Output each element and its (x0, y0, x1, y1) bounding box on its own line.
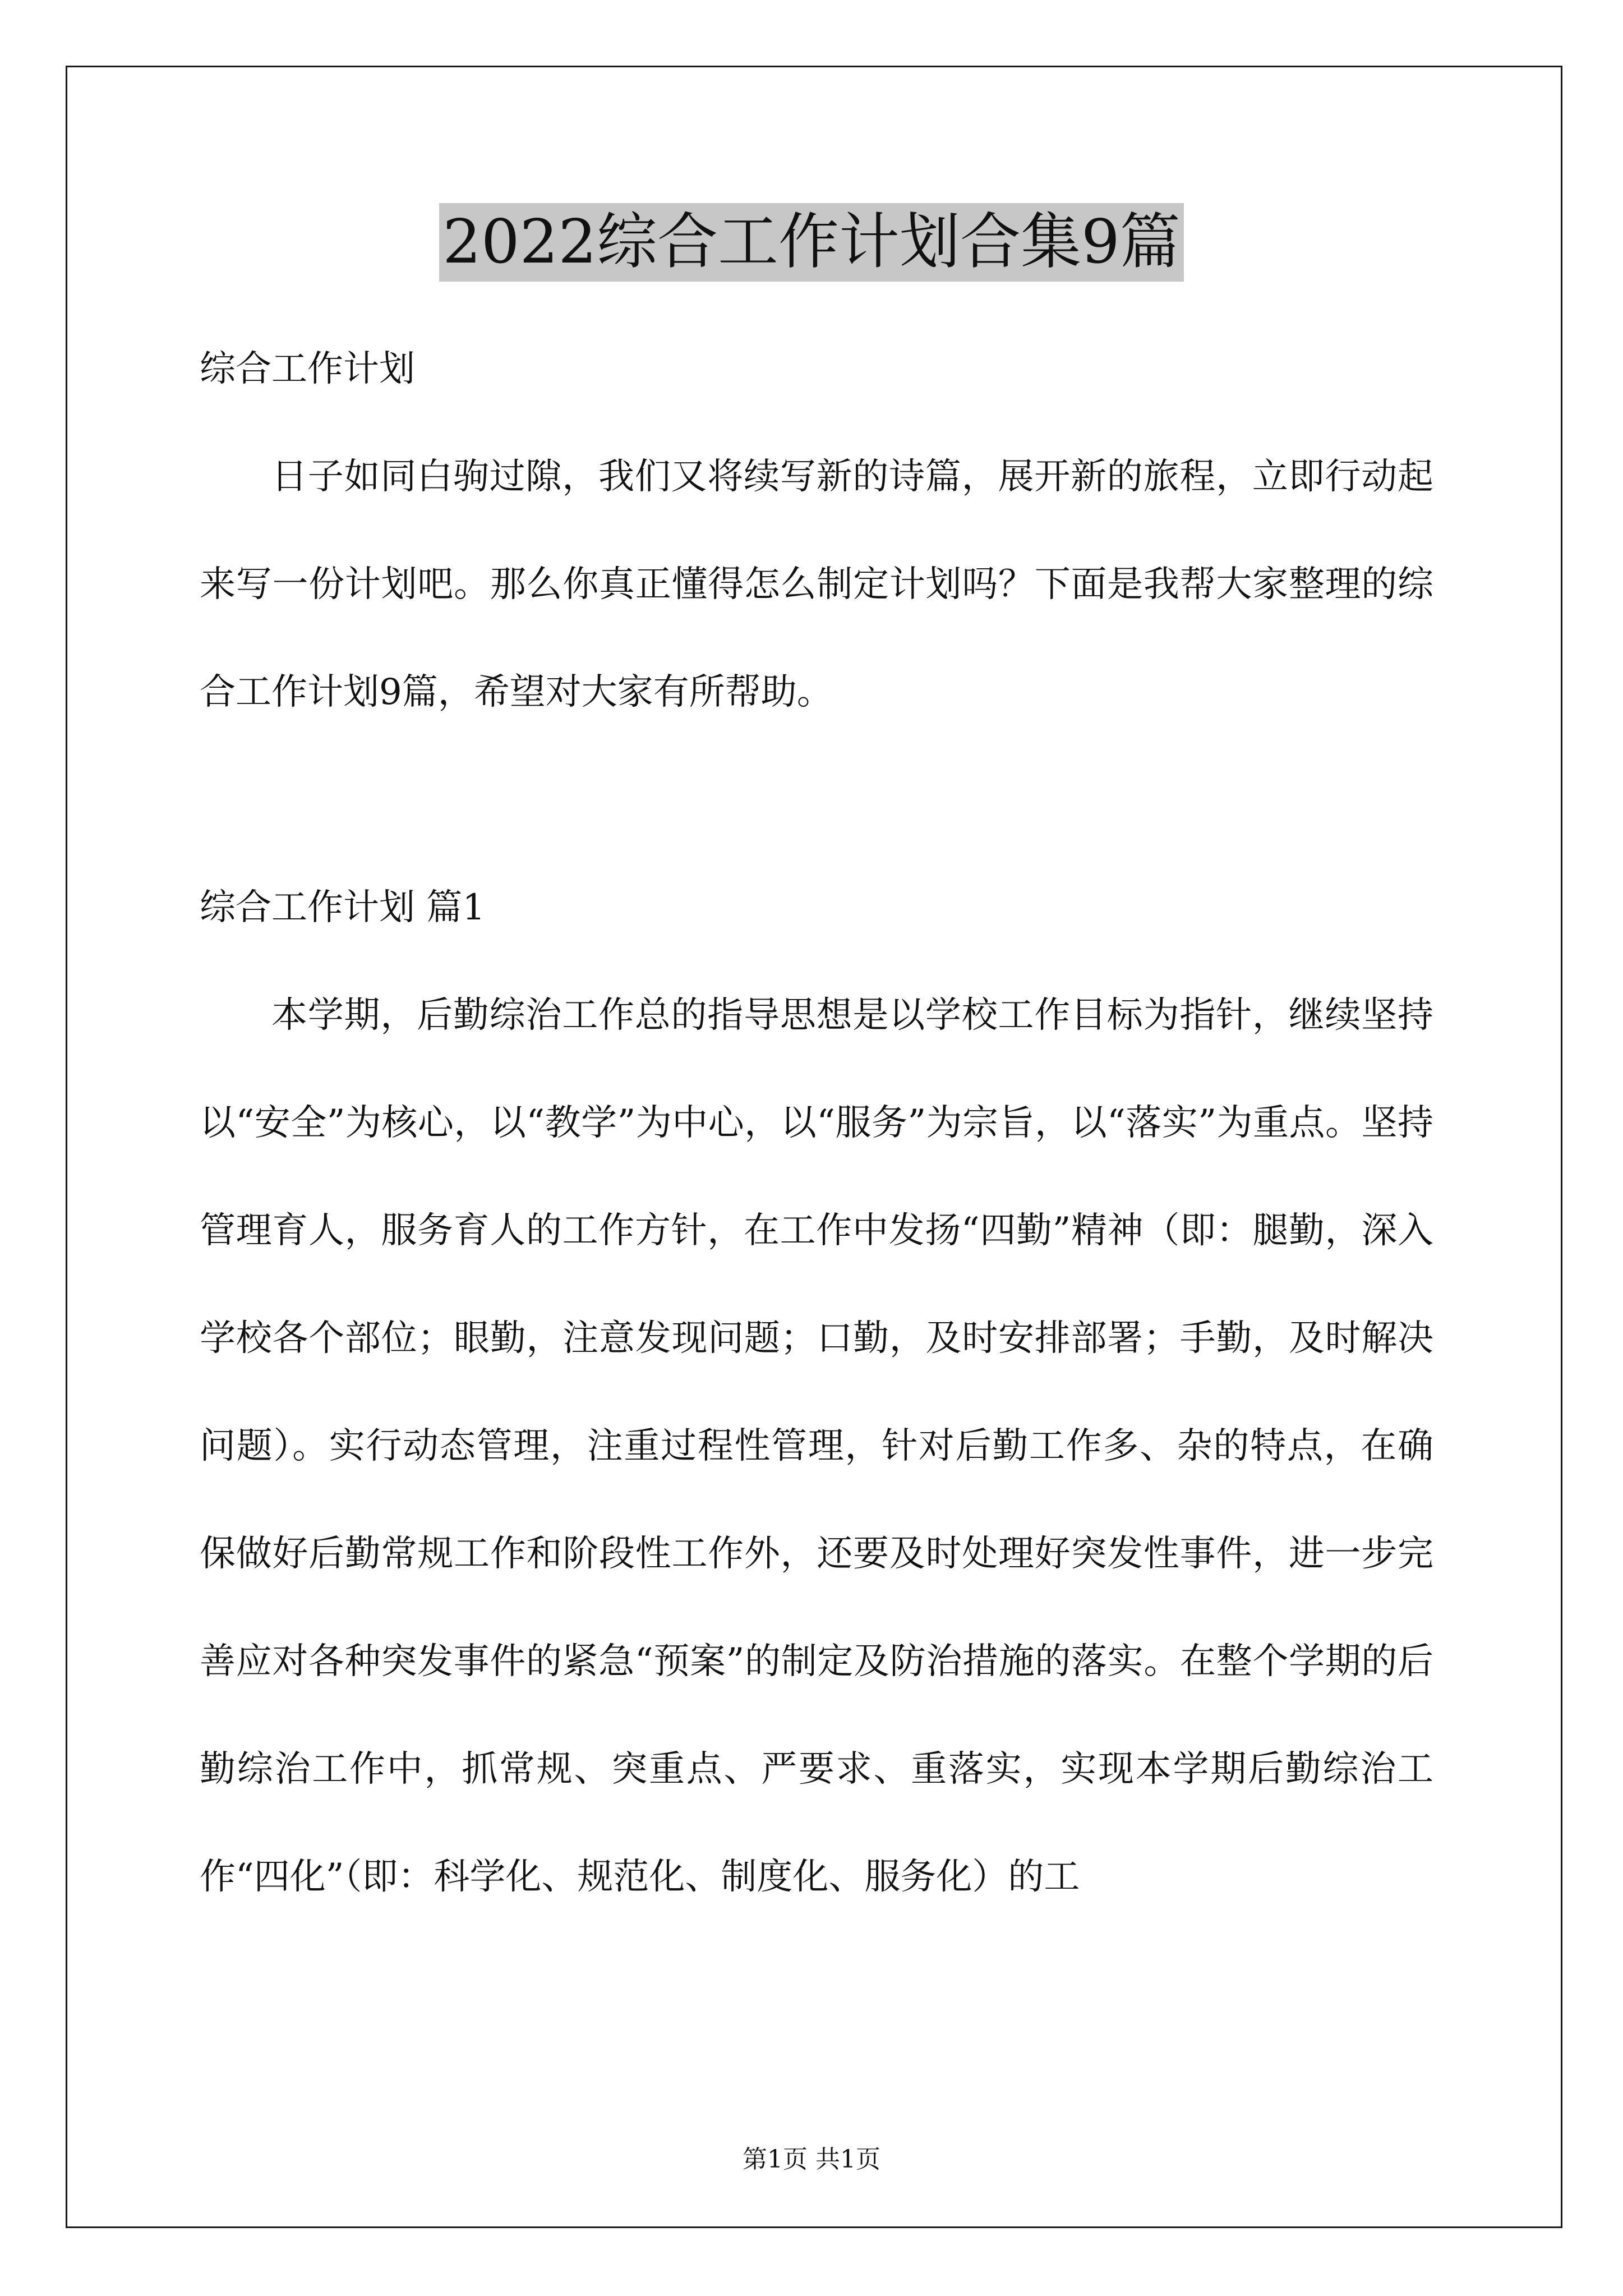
document-title: 2022综合工作计划合集9篇 (439, 203, 1184, 282)
intro-paragraph: 日子如同白驹过隙，我们又将续写新的诗篇，展开新的旅程，立即行动起来写一份计划吧。那么你真正懂得怎么制定计划吗？下面是我帮大家整理的综合工作计划9篇，希望对大家有所帮助。 (200, 456, 1433, 713)
section1-heading: 综合工作计划 篇1 (200, 887, 486, 928)
document-body (200, 315, 1433, 1931)
paragraph-spacer (200, 746, 1433, 854)
title-container (0, 203, 1623, 282)
section1-paragraph: 本学期，后勤综治工作总的指导思想是以学校工作目标为指针，继续坚持以“安全”为核心，以“教学”为中心，以“服务”为宗旨，以“落实”为重点。坚持管理育人，服务育人的工作方针，在工作中发扬“四勤”精神（即：腿勤，深入学校各个部位；眼勤，注意发现问题；口勤，及时安排部署；手勤，及时解决问题）。实行动态管理，注重过程性管理，针对后勤工作多、杂的特点，在确保做好后勤常规工作和阶段性工作外，还要及时处理好突发性事件，进一步完善应对各种突发事件的紧急“预案”的制定及防治措施的落实。在整个学期的后勤综治工作中，抓常规、突重点、严要求、重落实，实现本学期后勤综治工作“四化”（即：科学化、规范化、制度化、服务化）的工 (200, 995, 1433, 1898)
page-footer: 第1页 共1页 (743, 2145, 880, 2174)
intro-heading: 综合工作计划 (200, 348, 415, 390)
